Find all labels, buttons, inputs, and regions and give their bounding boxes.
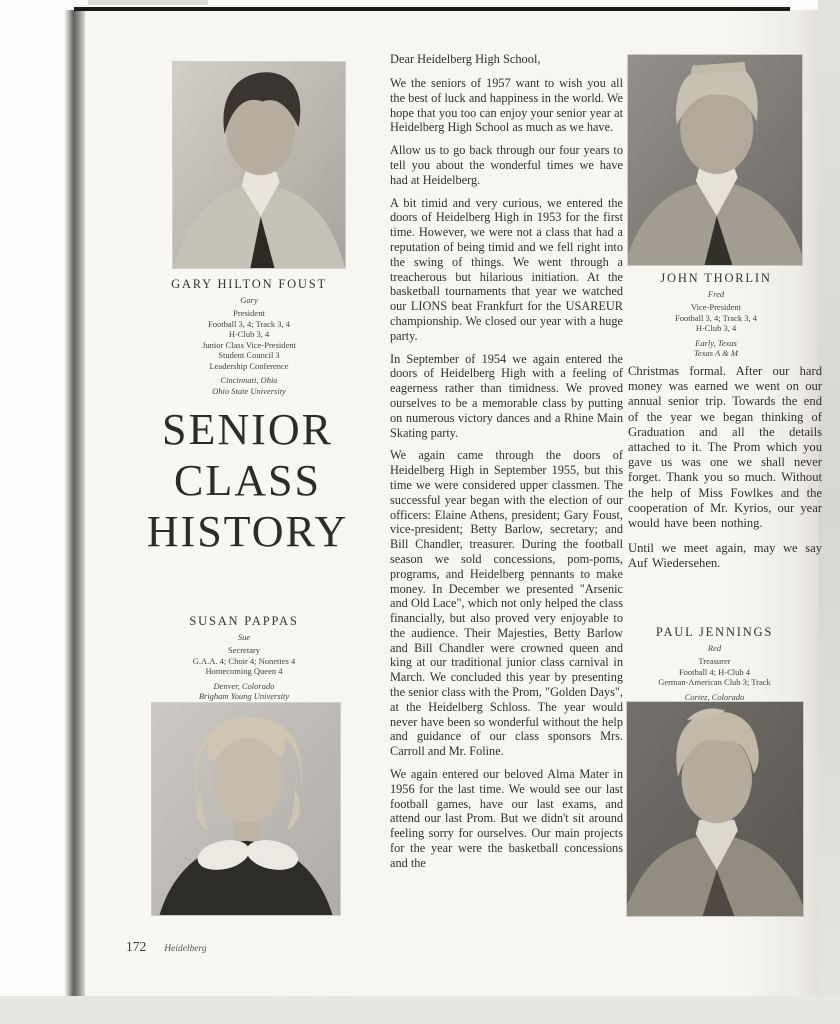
page-number: 172 [126,939,147,954]
portrait-illustration [627,702,803,916]
scan-smudge [88,0,208,5]
student-origin [104,681,384,702]
activity-line: Junior Class Vice-President [202,339,296,350]
letter-paragraph: We again entered our beloved Alma Mater in 1956 for the last time. We would see our last football games, have our last exams, and attend our last Prom. But we didn't sit around feeling sorry for ourselves. Our main projects for the year were the basketball concessions and the [390,767,623,870]
thorlin-caption [610,271,822,359]
letter-paragraph: Christmas formal. After our hard money was earned we went on our annual senior trip. Towards the end of the year we began thinking of Graduation and all the details attached to it. The Prom which you gave us was one we shall never forget. Thank you so much. Without the help of Miss Fowlkes and the cooperation of Mr. Kyrios, our year would have been nothing. [628,364,822,531]
college: Brigham Young University [198,691,290,701]
hometown: Early, Texas [695,337,737,348]
letter-paragraph: We again came through the doors of Heidelberg High in September 1955, but this time we were considered upper classmen. The successful year began with the election of our officers: Elaine Athens, president; Gary Foust, vice-president; Betty Barlow, secretary; and Bill Chandler, treasurer. During the football season we sold concessions, pom-poms, programs, and Heidelberg pennants to make money. In December we presented "Arsenic and Old Lace", which not only helped the class financially, but also proved very enjoyable to the audience. Their Majesties, Betty Barlow and Bill Chandler were crowned queen and king at our traditional junior class carnival in March. We concluded this year by presenting the senior class with the Prom, "Golden Days", at the Heidelberg Schloss. The year would never have been so wonderful without the help and guidance of our class sponsors Mrs. Carroll and Mr. Foline. [390,448,623,759]
scan-bottom-edge [0,996,840,1024]
scan-top-edge [74,7,790,11]
student-origin [610,338,822,359]
activity-line: G.A.A. 4; Choir 4; Nonettes 4 [192,655,296,666]
book-spine-shadow [64,10,85,996]
activity-line: Leadership Conference [209,360,289,371]
section-title-line: SENIOR [162,405,333,454]
activity-line: H-Club 3, 4 [228,329,270,339]
letter-column [390,52,623,879]
activity-line: Student Council 3 [218,350,280,360]
section-title [100,404,395,557]
hometown: Denver, Colorado [213,680,275,691]
letter-paragraph: In September of 1954 we again entered the doors of Heidelberg High with a feeling of eagerness rather than timidness. We proved ourselves to be a memorable class by putting on numerous victory dances and a Rhine Main Skating party. [390,351,623,440]
student-nickname: Red [707,643,722,653]
portrait-illustration [628,55,802,265]
portrait-illustration [173,62,345,268]
section-title-line: HISTORY [146,507,349,556]
letter-paragraph: Until we meet again, may we say Auf Wiedersehen. [628,541,822,571]
activity-line: Vice-President [691,302,741,312]
book-title: Heidelberg [164,944,207,954]
student-name: GARY HILTON FOUST [171,277,327,291]
activity-line: Treasurer [698,656,731,666]
activity-line: German-American Club 3; Track [658,677,771,687]
activity-line: Homecoming Queen 4 [205,666,283,676]
letter-column-continued [628,364,822,582]
jennings-portrait-photo [627,702,803,916]
hometown: Cortez, Colorado [684,691,745,702]
college: Ohio State University [212,385,286,396]
student-name: SUSAN PAPPAS [189,614,299,628]
activity-line: Secretary [227,645,261,655]
student-name: PAUL JENNINGS [655,625,774,639]
thorlin-portrait-photo [628,55,802,265]
student-nickname: Fred [707,289,725,299]
hometown: Cincinnati, Ohio [220,375,278,385]
student-origin [124,375,374,396]
pappas-portrait-photo [152,703,340,915]
section-title-line: CLASS [174,456,321,505]
foust-portrait-photo [173,62,345,268]
activity-line: President [233,308,265,318]
letter-paragraph: We the seniors of 1957 want to wish you all the best of luck and happiness in the world. We hope that you too can enjoy your senior year at Heidelberg High School as much as we have. [390,76,623,135]
student-nickname: Sue [237,632,251,642]
student-nickname: Gary [240,295,258,305]
student-name: JOHN THORLIN [660,271,772,285]
pappas-caption [104,614,384,702]
portrait-illustration [152,703,340,915]
activity-line: Football 4; H-Club 4 [678,666,751,677]
jennings-caption [607,625,822,713]
letter-paragraph: Allow us to go back through our four years to tell you about the wonderful times we have had at Heidelberg. [390,143,623,187]
page-footer [126,939,207,955]
foust-caption [124,277,374,396]
activity-line: Football 3, 4; Track 3, 4 [208,318,290,329]
letter-paragraph: A bit timid and very curious, we entered the doors of Heidelberg High in 1953 for the first time. However, we were not a class that had a reputation of being timid and we fell right into the swing of things. We went through a treacherous but hilarious initiation. At the basketball tournaments that year we watched our LIONS beat Frankfurt for the USAREUR championship. We closed our year with a huge party. [390,195,623,343]
college: Texas A & M [693,348,738,358]
activity-line: H-Club 3, 4 [695,323,737,333]
activity-line: Football 3, 4; Track 3, 4 [675,312,757,323]
letter-salutation: Dear Heidelberg High School, [390,52,541,66]
